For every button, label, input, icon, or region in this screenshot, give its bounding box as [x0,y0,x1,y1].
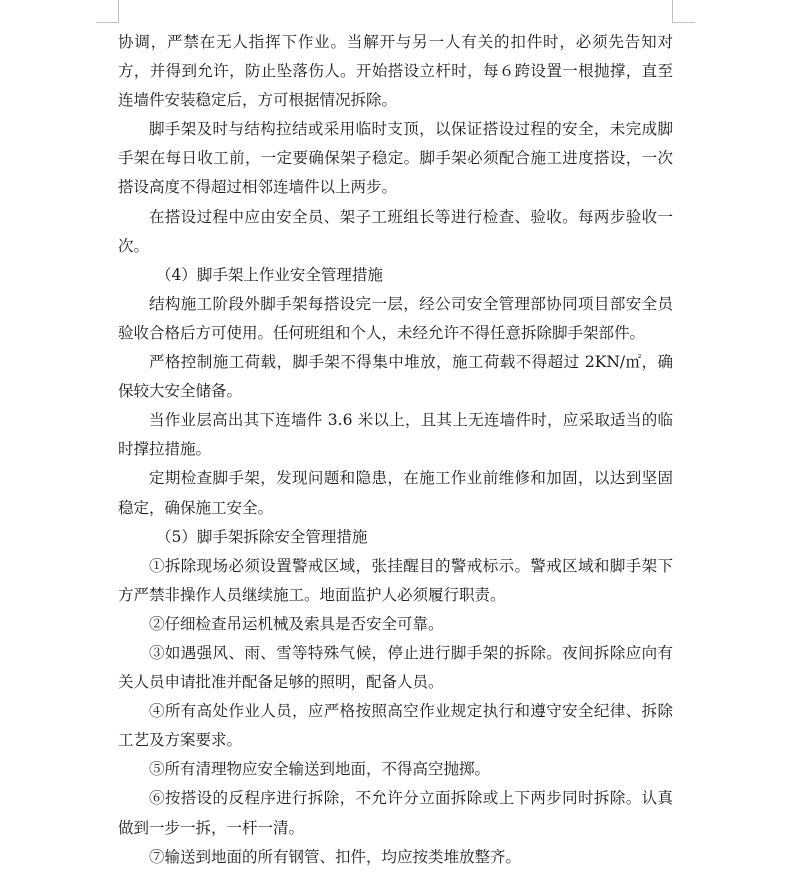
paragraph: 在搭设过程中应由安全员、架子工班组长等进行检查、验收。每两步验收一次。 [118,207,673,255]
paragraph: 定期检查脚手架，发现问题和隐患，在施工作业前维修和加固，以达到坚固稳定，确保施工安全。 [118,469,673,517]
paragraph: 当作业层高出其下连墙件 3.6 米以上，且其上无连墙件时，应采取适当的临时撑拉措施。 [118,411,673,459]
document-body [118,28,673,872]
list-item: ⑤所有清理物应安全输送到地面，不得高空抛掷。 [149,760,491,779]
list-item: ③如遇强风、雨、雪等特殊气候，停止进行脚手架的拆除。夜间拆除应向有关人员申请批准并配备足够的照明，配备人员。 [118,643,673,692]
paragraph: 严格控制施工荷载，脚手架不得集中堆放，施工荷载不得超过 2KN/㎡，确保较大安全储备。 [118,353,673,401]
list-item: ⑥按搭设的反程序进行拆除，不允许分立面拆除或上下两步同时拆除。认真做到一步一拆，一杆一清。 [118,789,673,837]
paragraph: 脚手架及时与结构拉结或采用临时支顶，以保证搭设过程的安全，未完成脚手架在每日收工前，一定要确保架子稳定。脚手架必须配合施工进度搭设，一次搭设高度不得超过相邻连墙件以上两步。 [118,120,673,197]
margin-corner-mark-left [96,0,119,23]
list-item: ①拆除现场必须设置警戒区域，张挂醒目的警戒标示。警戒区域和脚手架下方严禁非操作人员继续施工。地面监护人必须履行职责。 [118,556,673,604]
paragraph: 结构施工阶段外脚手架每搭设完一层，经公司安全管理部协同项目部安全员验收合格后方可使用。任何班组和个人，未经允许不得任意拆除脚手架部件。 [118,294,673,342]
section-heading: （4）脚手架上作业安全管理措施 [156,265,383,284]
list-item: ②仔细检查吊运机械及索具是否安全可靠。 [149,614,444,633]
paragraph: 协调，严禁在无人指挥下作业。当解开与另一人有关的扣件时，必须先告知对方，并得到允许，防止坠落伤人。开始搭设立杆时，每６跨设置一根抛撑，直至连墙件安装稳定后，方可根据情况拆除。 [118,33,673,110]
margin-corner-mark-right [672,0,695,23]
list-item: ④所有高处作业人员，应严格按照高空作业规定执行和遵守安全纪律、拆除工艺及方案要求。 [118,702,673,750]
list-item: ⑦输送到地面的所有钢管、扣件，均应按类堆放整齐。 [149,847,522,866]
section-heading: （5）脚手架拆除安全管理措施 [156,527,368,546]
